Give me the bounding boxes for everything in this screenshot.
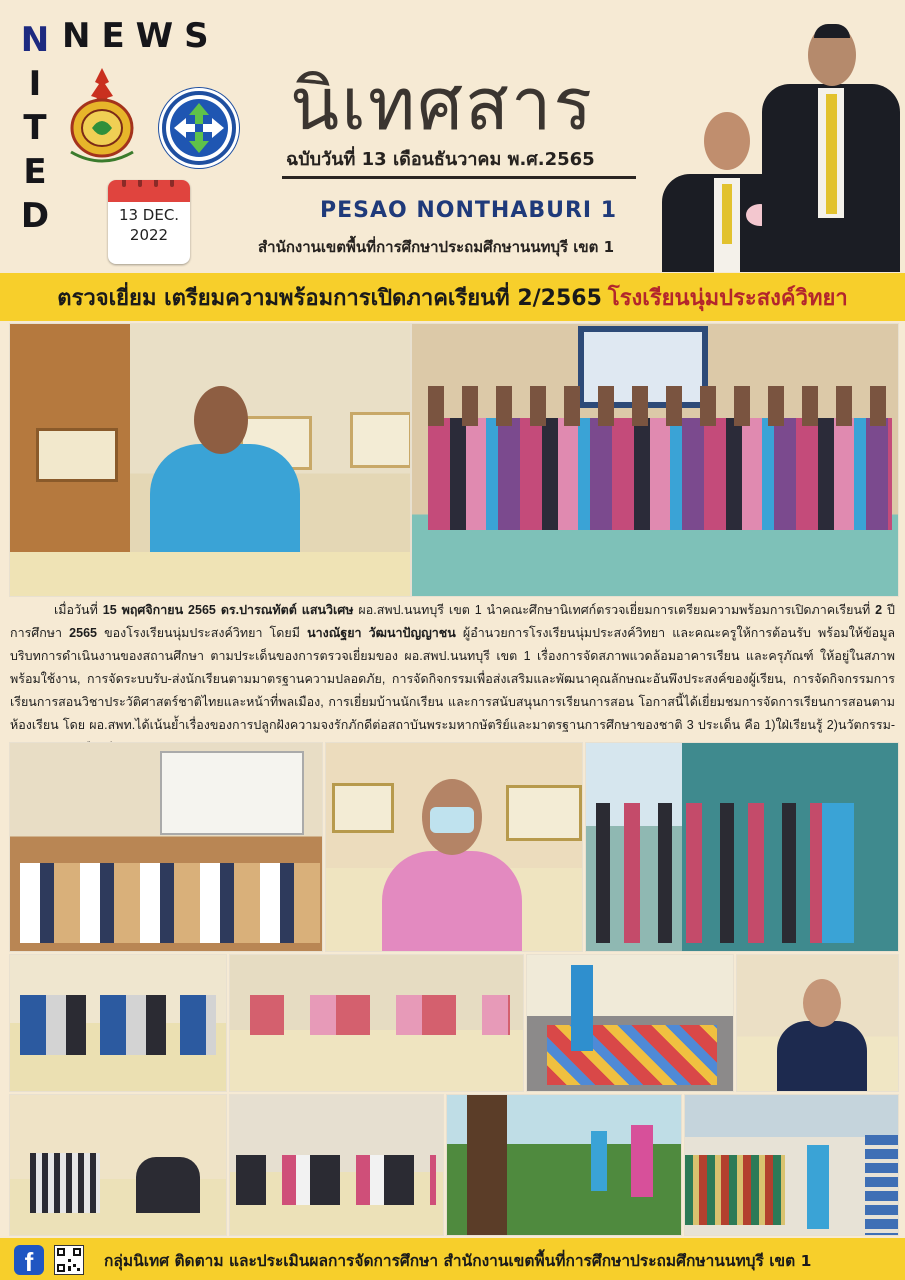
photo-teachers-seated: [229, 1094, 444, 1236]
photo-desk-official: [736, 954, 899, 1092]
photo-library: [684, 1094, 899, 1236]
photo-classroom: [9, 742, 323, 952]
letter-n: N: [20, 20, 50, 60]
news-word: NEWS: [62, 16, 220, 56]
photo-playroom: [526, 954, 734, 1092]
obec-emblem-icon: [63, 66, 141, 166]
office-name-en: PESAO NONTHABURI 1: [320, 198, 618, 223]
qr-code-icon[interactable]: [54, 1245, 84, 1275]
facebook-icon[interactable]: f: [14, 1245, 44, 1275]
date-calendar-icon: [108, 180, 190, 264]
article-year: 2565: [69, 626, 97, 640]
article-text-e: ผู้อำนวยการโรงเรียนนุ่มประสงค์วิทยา และคณะครูให้การต้อนรับ พร้อมให้ข้อมูลบริบทการดำเนินงานของสถานศึกษา ตามประเด็นของการตรวจเยี่ยมของ ผอ.สพป.นนทบุรี เขต 1 เรื่องการจัดสภาพแวดล้อมอาคารเรียน และครุภัณฑ์ ให้อยู่ในสภาพพร้อมใช้งาน, การจัดระบบรับ-ส่งนักเรียนตามมาตรฐานความปลอดภัย, การจัดกิจกรรมเพื่อส่งเสริมและพัฒนาคุณลักษณะอันพึงประสงค์ของผู้เรียน, การจัดกิจกรรมการเรียนการสอนวิชาประวัติศาสตร์ชาติไทยและหน้าที่พลเมือง, การเยี่ยมบ้านนักเรียน และการสนับสนุนการเรียนการสอน โอกาสนี้ได้เยี่ยมชมการจัดการเรียนการสอนตามห้องเรียน โดย ผอ.สพท.ได้เน้นย้ำเรื่องของการปลูกฝังความจงรักภักดีต่อสถาบันพระมหากษัตริย์และมาตรฐานการศึกษาของชาติ 3 ประเด็น คือ 1)ใฝ่เรียนรู้ 2)นวัตกรรม-: [10, 626, 896, 732]
photo-director-meeting: [9, 323, 411, 597]
photo-meeting-table-1: [9, 954, 227, 1092]
letter-t: T: [23, 108, 47, 148]
photo-garden: [446, 1094, 682, 1236]
photo-staff-seated: [9, 1094, 227, 1236]
article-date: 15 พฤศจิกายน 2565: [102, 603, 216, 617]
article-director-name: ดร.ปารณทัตต์ แสนวิเศษ: [220, 603, 354, 617]
footer-text: กลุ่มนิเทศ ติดตาม และประเมินผลการจัดการศึกษา สำนักงานเขตพื้นที่การศึกษาประถมศึกษานนทบุรี เขต 1: [104, 1252, 812, 1270]
calendar-year: 2022: [129, 226, 169, 244]
article-text-a: เมื่อวันที่: [54, 603, 103, 617]
issue-date: ฉบับวันที่ 13 เดือนธันวาคม พ.ศ.2565: [286, 149, 595, 170]
arrows-logo-icon: [159, 88, 239, 168]
photo-group-welcome: [411, 323, 899, 597]
letter-e: E: [23, 152, 47, 192]
letter-i: I: [28, 64, 42, 104]
headline-bar: [0, 273, 905, 321]
title-divider: [282, 176, 636, 179]
headline-main: ตรวจเยี่ยม เตรียมความพร้อมการเปิดภาคเรียนที่ 2/2565: [57, 285, 602, 311]
vertical-letters: [22, 18, 48, 238]
article-text-b: ผอ.สพป.นนทบุรี เขต 1 นำคณะศึกษานิเทศก์ตรวจเยี่ยมการเตรียมความพร้อมการเปิดภาคเรียนที่: [353, 603, 876, 617]
article-term: 2: [875, 603, 883, 617]
headline-school: โรงเรียนนุ่มประสงค์วิทยา: [607, 285, 848, 311]
newsletter-title: นิเทศสาร: [290, 62, 595, 146]
photo-principal: [325, 742, 583, 952]
official-photo-right: [762, 24, 900, 272]
article-body: [10, 599, 895, 760]
article-principal-name: นางณัฐยา วัฒนาปัญญาชน: [307, 626, 456, 640]
photo-meeting-table-2: [229, 954, 524, 1092]
letter-d: D: [20, 196, 50, 236]
article-text-d: ของโรงเรียนนุ่มประสงค์วิทยา โดยมี: [96, 626, 308, 640]
office-name-th: สำนักงานเขตพื้นที่การศึกษาประถมศึกษานนทบุรี เขต 1: [258, 238, 615, 256]
article-text-c: ปีการศึกษา: [10, 603, 895, 640]
photo-building-tour: [585, 742, 899, 952]
calendar-day: 13 DEC.: [118, 206, 180, 224]
